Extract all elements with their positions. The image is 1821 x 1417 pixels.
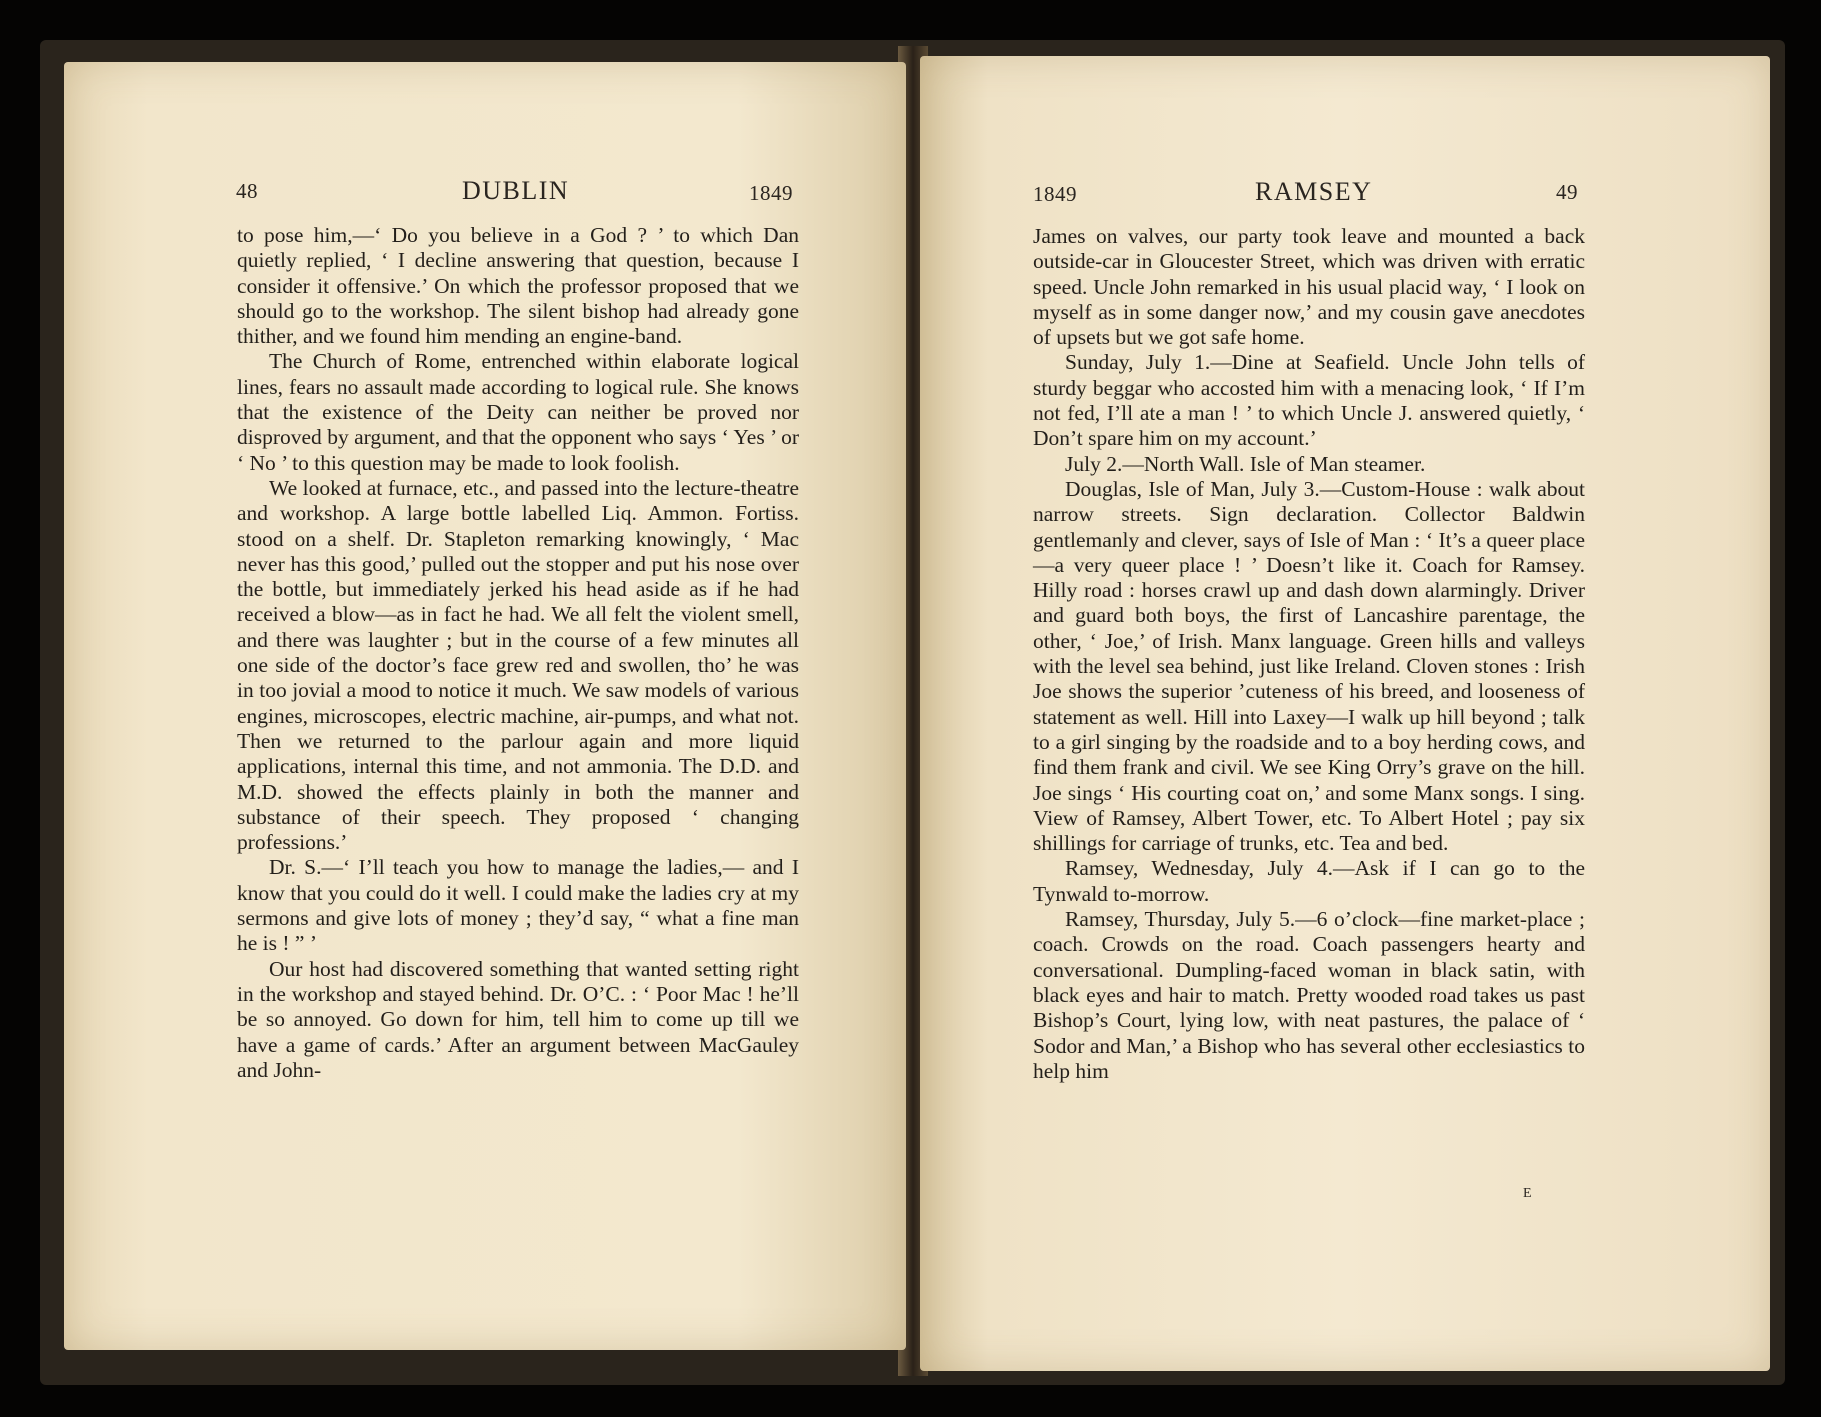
- left-paragraph: The Church of Rome, entrenched within elaborate logical lines, fears no assault made according to logical rule. She knows that the existence of the Deity can neither be proved nor disproved by argument, and that the opponent who says ‘ Yes ’ or ‘ No ’ to this question may be made to look foolish.: [237, 349, 799, 475]
- left-body-text: [237, 223, 799, 1083]
- right-body-text: [1033, 224, 1585, 1084]
- left-paragraph: Dr. S.—‘ I’ll teach you how to manage the ladies,— and I know that you could do it well. I could make the ladies cry at my sermons and give lots of money ; they’d say, “ what a fine man he is ! ” ’: [237, 855, 799, 956]
- left-running-year: 1849: [749, 181, 793, 205]
- right-page-number: 49: [1556, 180, 1578, 204]
- right-paragraph: July 2.—North Wall. Isle of Man steamer.: [1065, 451, 1426, 476]
- right-paragraph: Ramsey, Wednesday, July 4.—Ask if I can go to the Tynwald to-morrow.: [1033, 856, 1585, 906]
- left-paragraph: We looked at furnace, etc., and passed into the lecture-theatre and workshop. A large bottle labelled Liq. Ammon. Fortiss. stood on a shelf. Dr. Stapleton remarking knowingly, ‘ Mac never has this good,’ pulled out the stopper and put his nose over the bottle, but immediately jerked his head aside as if he had received a blow—as in fact he had. We all felt the violent smell, and there was laughter ; but in the course of a few minutes all one side of the doctor’s face grew red and swollen, tho’ he was in too jovial a mood to notice it much. We saw models of various engines, microscopes, electric machine, air-pumps, and what not. Then we returned to the parlour again and more liquid applications, internal this time, and not ammonia. The D.D. and M.D. showed the effects plainly in both the manner and substance of their speech. They proposed ‘ changing professions.’: [237, 475, 799, 855]
- right-paragraph: James on valves, our party took leave and mounted a back outside-car in Gloucester Street, which was driven with erratic speed. Uncle John remarked in his usual placid way, ‘ I look on myself as in some danger now,’ and my cousin gave anecdotes of upsets but we got safe home.: [1033, 224, 1585, 350]
- right-page: [920, 56, 1770, 1371]
- left-paragraph: to pose him,—‘ Do you believe in a God ? ’ to which Dan quietly replied, ‘ I decline answering that question, because I consider it offensive.’ On which the professor proposed that we should go to the workshop. The silent bishop had already gone thither, and we found him mending an engine-band.: [237, 223, 799, 349]
- left-page-number: 48: [236, 179, 258, 203]
- right-paragraph: Douglas, Isle of Man, July 3.—Custom-House : walk about narrow streets. Sign declaration. Collector Baldwin gentlemanly and clever, says of Isle of Man : ‘ It’s a queer place—a very queer place ! ’ Doesn’t like it. Coach for Ramsey. Hilly road : horses crawl up and dash down alarmingly. Driver and guard both boys, the first of Lancashire parentage, the other, ‘ Joe,’ of Irish. Manx language. Green hills and valleys with the level sea behind, just like Ireland. Cloven stones : Irish Joe shows the superior ’cuteness of his breed, and looseness of statement as well. Hill into Laxey—I walk up hill beyond ; talk to a girl singing by the roadside and to a boy herding cows, and find them frank and civil. We see King Orry’s grave on the hill. Joe sings ‘ His courting coat on,’ and some Manx songs. I sing. View of Ramsey, Albert Tower, etc. To Albert Hotel ; pay six shillings for carriage of trunks, etc. Tea and bed.: [1033, 476, 1585, 856]
- left-running-title: DUBLIN: [462, 176, 570, 205]
- right-running-title: RAMSEY: [1255, 177, 1373, 206]
- right-paragraph: Ramsey, Thursday, July 5.—6 o’clock—fine market-place ; coach. Crowds on the road. Coach passengers hearty and conversational. Dumpling-faced woman in black satin, with black eyes and hair to match. Pretty wooded road takes us past Bishop’s Court, lying low, with neat pastures, the palace of ‘ Sodor and Man,’ a Bishop who has several other ecclesiastics to help him: [1033, 907, 1585, 1083]
- right-paragraph: Sunday, July 1.—Dine at Seafield. Uncle John tells of sturdy beggar who accosted him with a menacing look, ‘ If I’m not fed, I’ll ate a man ! ’ to which Uncle J. answered quietly, ‘ Don’t spare him on my account.’: [1033, 350, 1585, 451]
- left-paragraph: Our host had discovered something that wanted setting right in the workshop and stayed behind. Dr. O’C. : ‘ Poor Mac ! he’ll be so annoyed. Go down for him, tell him to come up till we have a game of cards.’ After an argument between MacGauley and John-: [237, 956, 799, 1082]
- signature-mark: E: [1523, 1186, 1533, 1201]
- left-page: [64, 62, 906, 1350]
- right-running-year: 1849: [1033, 182, 1077, 206]
